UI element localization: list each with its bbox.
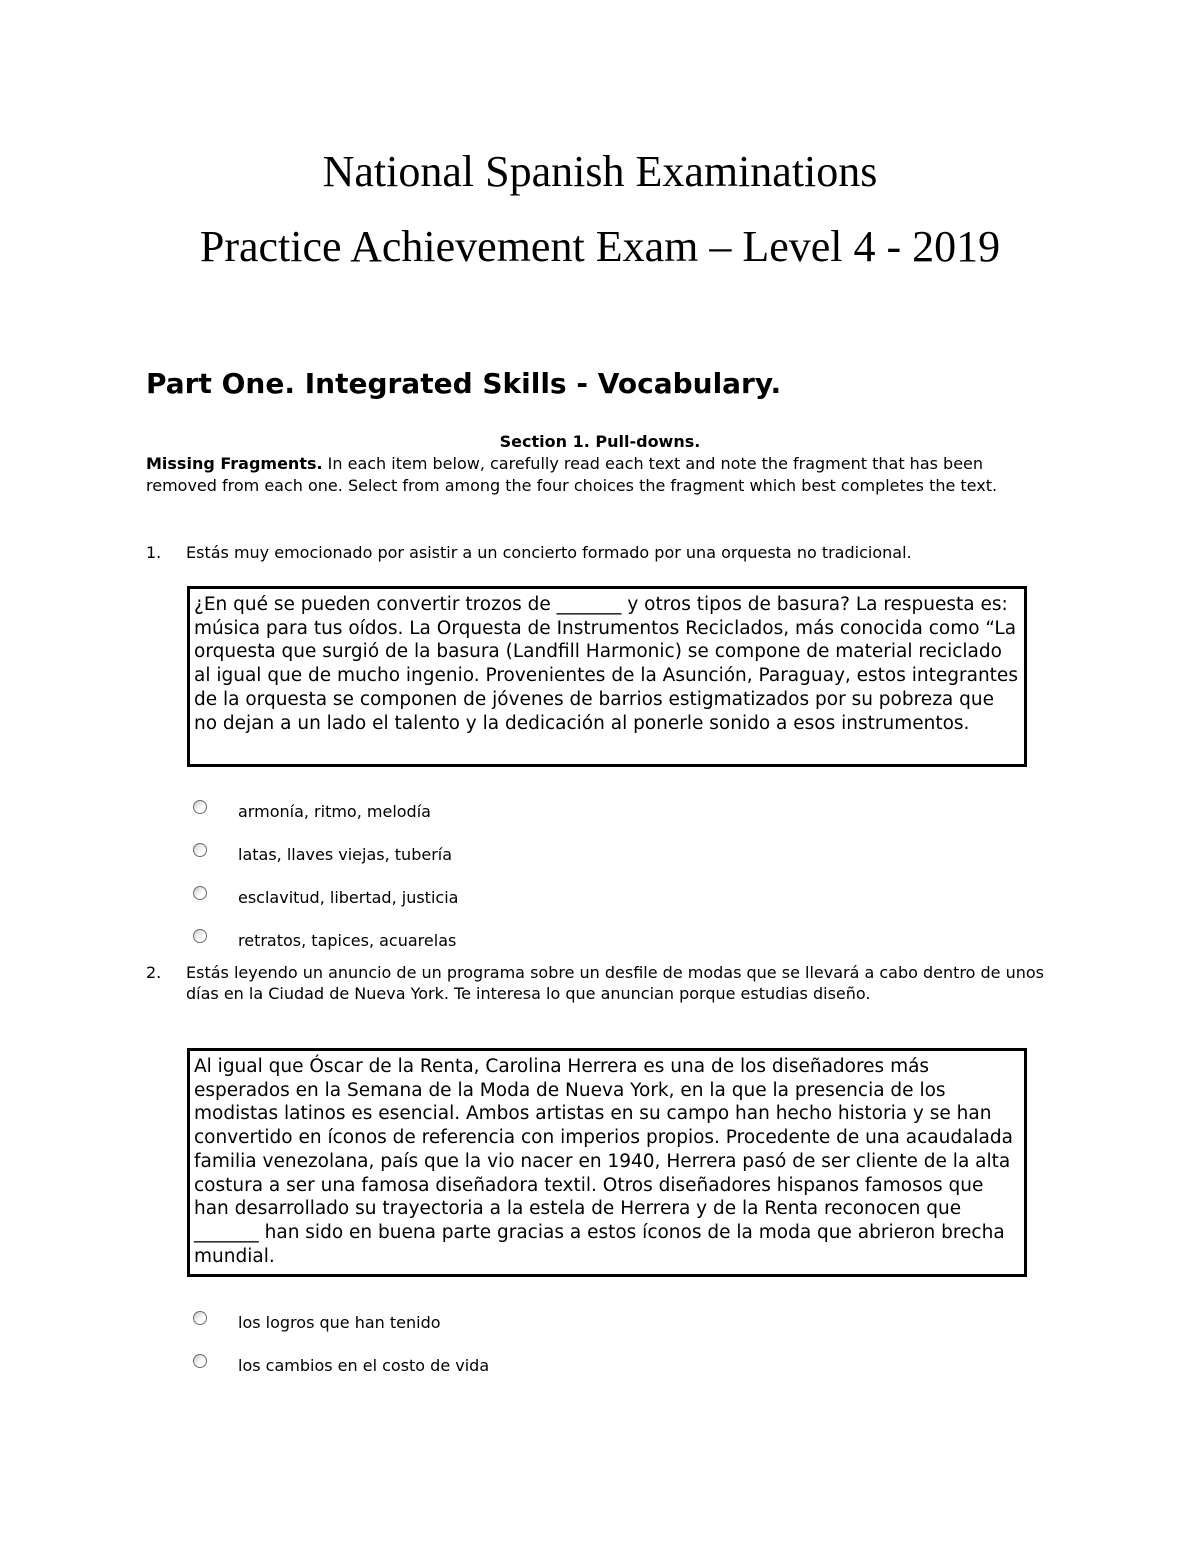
question-1-option-4[interactable] <box>193 929 456 951</box>
question-number: 1. <box>146 543 162 562</box>
question-2-option-1[interactable] <box>193 1311 441 1333</box>
instructions-text: In each item below, carefully read each text and note the fragment that has been removed from each one. Select from among the four choices the fragment which best completes the text. <box>146 454 998 495</box>
question-prompt: Estás leyendo un anuncio de un programa sobre un desfile de modas que se llevará a cabo dentro de unos días en la Ciudad de Nueva York. Te interesa lo que anuncian porque estudias diseño. <box>186 963 1045 1003</box>
option-label: esclavitud, libertad, justicia <box>238 887 459 907</box>
question-prompt: Estás muy emocionado por asistir a un concierto formado por una orquesta no tradicional. <box>186 543 912 562</box>
section-heading: Section 1. Pull-downs. <box>499 432 701 451</box>
option-label: los logros que han tenido <box>238 1312 441 1332</box>
instructions-label: Missing Fragments. <box>146 454 323 473</box>
radio-button[interactable] <box>193 1354 207 1368</box>
question-1-passage: ¿En qué se pueden convertir trozos de _______ y otros tipos de basura? La respuesta es: música para tus oídos. La Orquesta de Instrumentos Reciclados, más conocida como “La orquesta que surgió de la basura (Landfill Harmonic) se compone de material reciclado al igual que de mucho ingenio. Provenientes de la Asunción, Paraguay, estos integrantes de la orquesta se componen de jóvenes de barrios estigmatizados por su pobreza que no dejan a un lado el talento y la dedicación al ponerle sonido a esos instrumentos. <box>187 586 1027 767</box>
document-title: National Spanish Examinations <box>322 147 878 196</box>
radio-button[interactable] <box>193 843 207 857</box>
question-1-option-1[interactable] <box>193 800 431 822</box>
instructions <box>146 453 1046 497</box>
question-1 <box>146 542 1046 563</box>
question-number: 2. <box>146 963 162 982</box>
radio-button[interactable] <box>193 929 207 943</box>
part-heading: Part One. Integrated Skills - Vocabulary. <box>146 367 782 400</box>
document-subtitle: Practice Achievement Exam – Level 4 - 2019 <box>199 222 1001 271</box>
radio-button[interactable] <box>193 1311 207 1325</box>
question-1-option-2[interactable] <box>193 843 452 865</box>
option-label: latas, llaves viejas, tubería <box>238 844 453 864</box>
radio-button[interactable] <box>193 800 207 814</box>
option-label: armonía, ritmo, melodía <box>238 801 431 821</box>
question-2-passage: Al igual que Óscar de la Renta, Carolina Herrera es una de los diseñadores más esperados en la Semana de la Moda de Nueva York, en la que la presencia de los modistas latinos es esencial. Ambos artistas en su campo han hecho historia y se han convertido en íconos de referencia con imperios propios. Procedente de una acaudalada familia venezolana, país que la vio nacer en 1940, Herrera pasó de ser cliente de la alta costura a ser una famosa diseñadora textil. Otros diseñadores hispanos famosos que han desarrollado su trayectoria a la estela de Herrera y de la Renta reconocen que _______ han sido en buena parte gracias a estos íconos de la moda que abrieron brecha mundial. <box>187 1048 1027 1277</box>
question-2 <box>146 962 1046 1004</box>
option-label: los cambios en el costo de vida <box>238 1355 490 1375</box>
question-1-option-3[interactable] <box>193 886 458 908</box>
question-2-option-2[interactable] <box>193 1354 489 1376</box>
radio-button[interactable] <box>193 886 207 900</box>
option-label: retratos, tapices, acuarelas <box>238 930 457 950</box>
